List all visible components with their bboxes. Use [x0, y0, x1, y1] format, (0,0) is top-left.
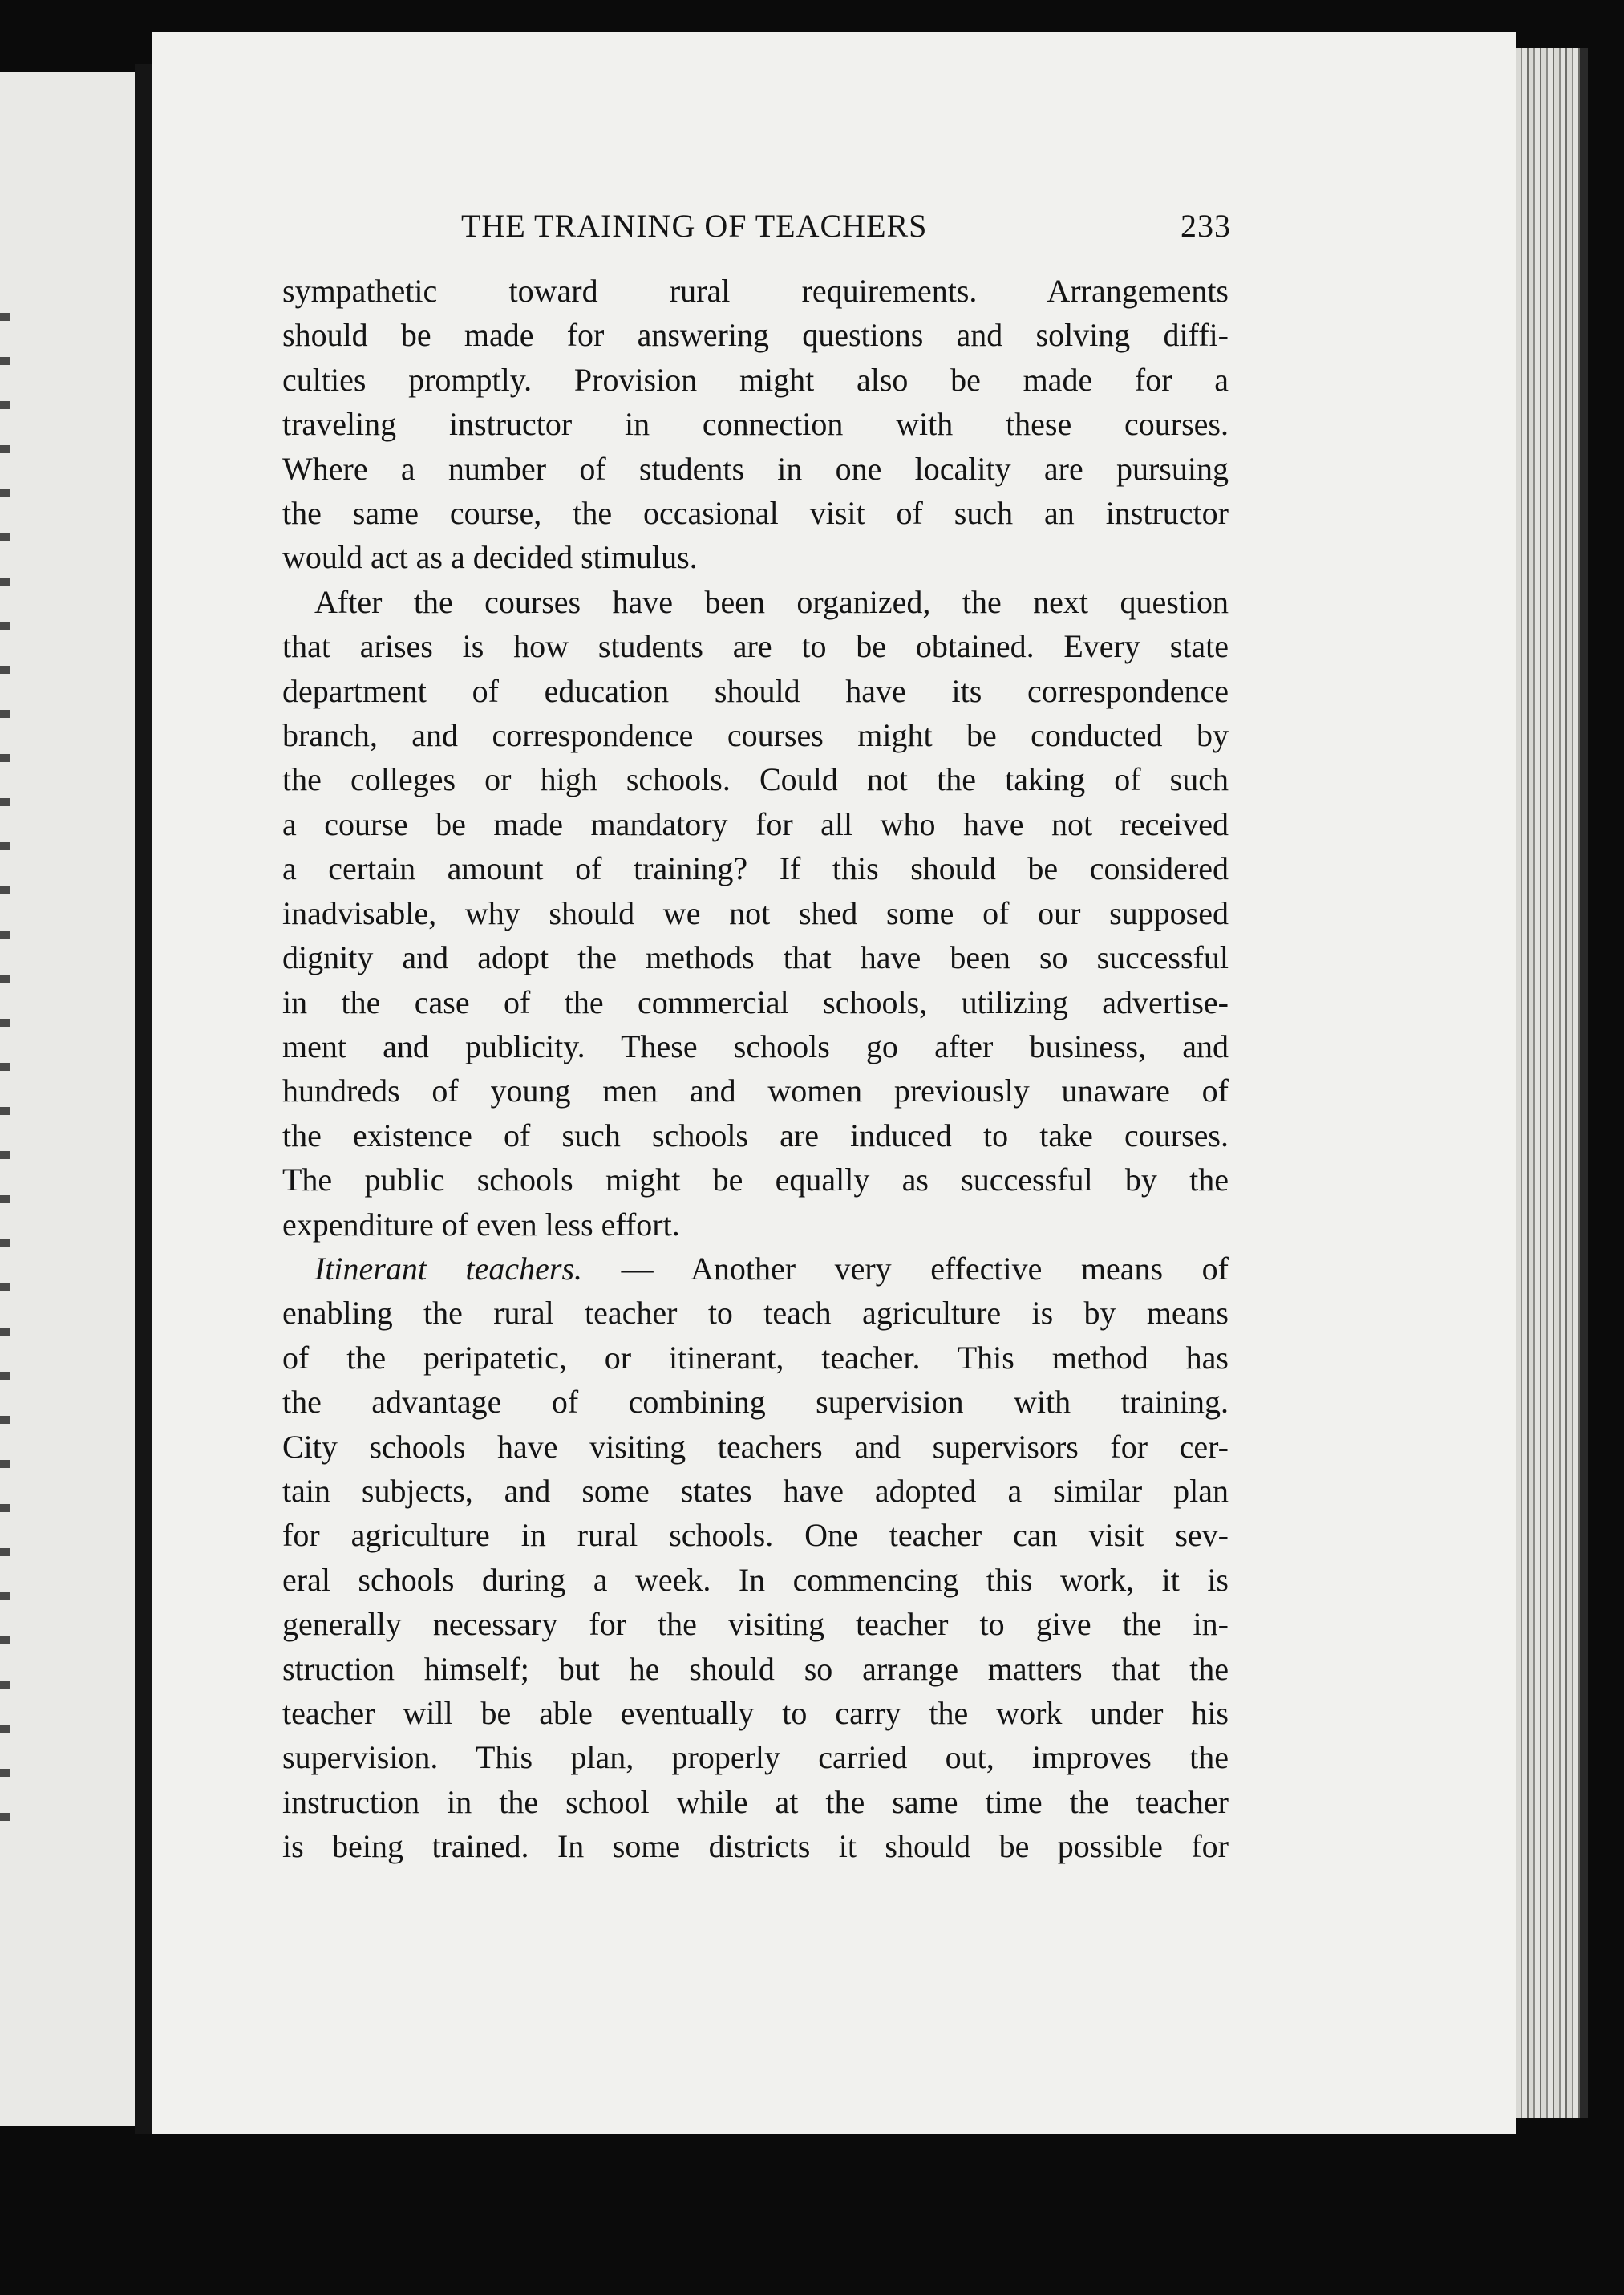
- text-line: hundreds of young men and women previously unaware of: [282, 1072, 1229, 1109]
- text-line: After the courses have been organized, the next question: [314, 583, 1229, 620]
- book-gutter: [135, 64, 152, 2134]
- text-line: supervision. This plan, properly carried out, improves the: [282, 1739, 1229, 1776]
- text-line: the same course, the occasional visit of such an instructor: [282, 495, 1229, 532]
- text-line: branch, and correspondence courses might be conducted by: [282, 717, 1229, 754]
- text-line: ment and publicity. These schools go after business, and: [282, 1028, 1229, 1064]
- section-heading: Itinerant teachers.: [314, 1250, 583, 1287]
- text-line: would act as a decided stimulus.: [282, 539, 698, 576]
- text-line: expenditure of even less effort.: [282, 1206, 680, 1243]
- text-line: the colleges or high schools. Could not the taking of such: [282, 761, 1229, 798]
- text-line: that arises is how students are to be obtained. Every state: [282, 628, 1229, 665]
- text-line: in the case of the commercial schools, utilizing advertise-: [282, 983, 1229, 1020]
- body-text: [282, 269, 1229, 1869]
- text-line: eral schools during a week. In commencing this work, it is: [282, 1561, 1229, 1598]
- text-run: — Another very effective means of: [582, 1250, 1229, 1287]
- text-line: Where a number of students in one locality are pursuing: [282, 450, 1229, 487]
- text-line: instruction in the school while at the same time the teacher: [282, 1783, 1229, 1820]
- page-edges: [1516, 48, 1580, 2118]
- text-line: should be made for answering questions and solving diffi-: [282, 317, 1229, 354]
- text-line: a course be made mandatory for all who have not received: [282, 805, 1229, 842]
- facing-page-edge: [0, 72, 135, 2126]
- text-line: The public schools might be equally as successful by the: [282, 1162, 1229, 1198]
- text-line: the existence of such schools are induced to take courses.: [282, 1117, 1229, 1154]
- text-line: struction himself; but he should so arrange matters that the: [282, 1650, 1229, 1687]
- text-line: culties promptly. Provision might also be made for a: [282, 361, 1229, 398]
- text-line: a certain amount of training? If this should be considered: [282, 850, 1229, 887]
- paragraph: [282, 580, 1229, 1247]
- text-line: teacher will be able eventually to carry the work under his: [282, 1695, 1229, 1731]
- text-line: generally necessary for the visiting teacher to give the in-: [282, 1606, 1229, 1643]
- facing-page-text-fragments: [0, 313, 10, 1837]
- text-line: for agriculture in rural schools. One teacher can visit sev-: [282, 1517, 1229, 1554]
- text-line: dignity and adopt the methods that have been so successful: [282, 939, 1229, 976]
- text-line: [282, 1247, 1229, 1291]
- text-line: the advantage of combining supervision with training.: [282, 1384, 1229, 1421]
- page-number: 233: [1181, 208, 1231, 244]
- running-title: THE TRAINING OF TEACHERS: [461, 208, 928, 244]
- text-line: enabling the rural teacher to teach agriculture is by means: [282, 1295, 1229, 1332]
- text-line: City schools have visiting teachers and supervisors for cer-: [282, 1428, 1229, 1465]
- text-line: is being trained. In some districts it should be possible for: [282, 1828, 1229, 1865]
- text-line: department of education should have its correspondence: [282, 672, 1229, 709]
- text-line: of the peripatetic, or itinerant, teacher. This method has: [282, 1339, 1229, 1376]
- paragraph: [282, 1247, 1229, 1869]
- text-line: sympathetic toward rural requirements. Arrangements: [282, 273, 1229, 309]
- text-line: traveling instructor in connection with these courses.: [282, 406, 1229, 443]
- text-line: tain subjects, and some states have adopted a similar plan: [282, 1472, 1229, 1509]
- paragraph: [282, 269, 1229, 580]
- text-line: inadvisable, why should we not shed some of our supposed: [282, 894, 1229, 931]
